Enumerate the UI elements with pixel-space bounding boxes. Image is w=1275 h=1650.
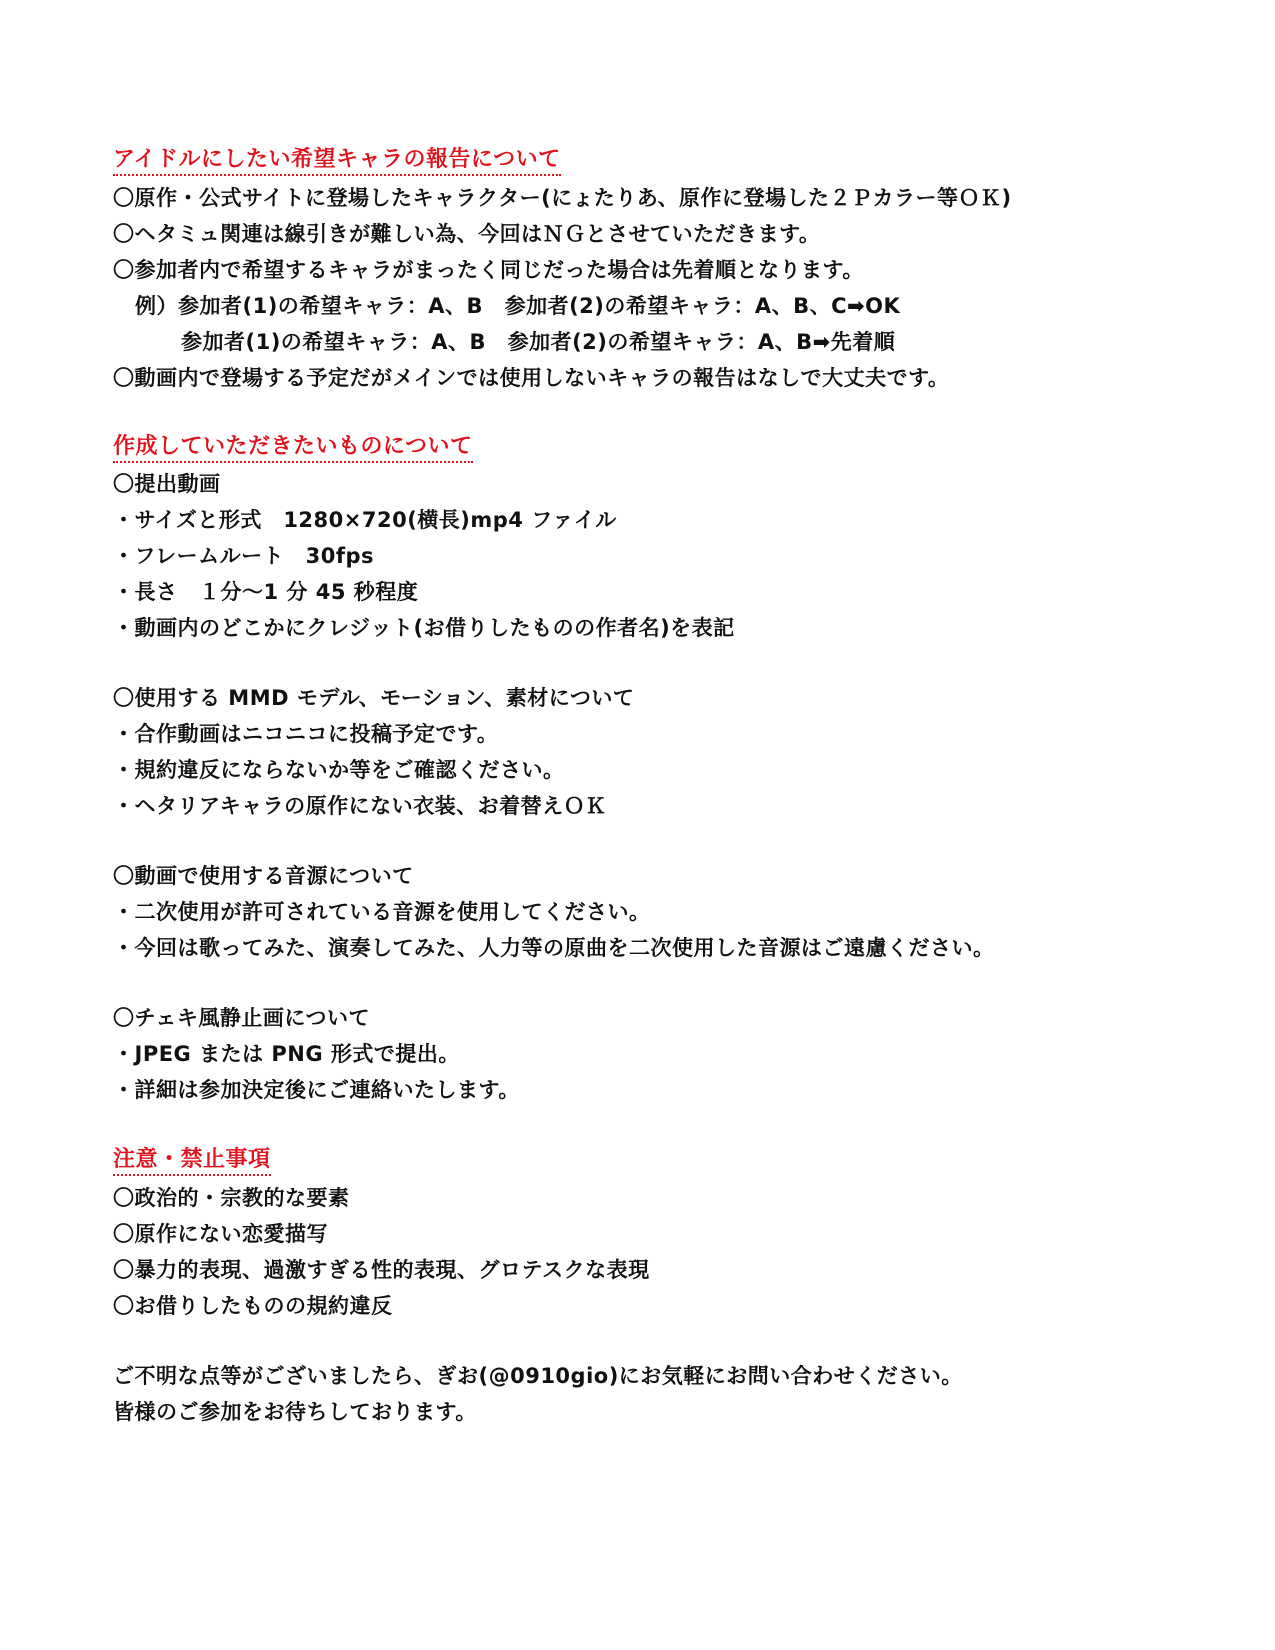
list-item: ・JPEG または PNG 形式で提出。 [113, 1042, 460, 1066]
list-item: ・サイズと形式 1280×720(横長)mp4 ファイル [113, 508, 617, 532]
list-item: 〇暴力的表現、過激すぎる性的表現、グロテスクな表現 [113, 1258, 650, 1282]
subsection-title-models: 〇使用する MMD モデル、モーション、素材について [113, 686, 635, 710]
list-item: 〇お借りしたものの規約違反 [113, 1294, 393, 1318]
example-line: 参加者(1)の希望キャラ：A、B 参加者(2)の希望キャラ：A、B➡先着順 [181, 330, 896, 354]
closing-greeting-text: 皆様のご参加をお待ちしております。 [113, 1400, 477, 1424]
list-item: 〇政治的・宗教的な要素 [113, 1186, 350, 1210]
example-line: 例）参加者(1)の希望キャラ：A、B 参加者(2)の希望キャラ：A、B、C➡OK [135, 294, 901, 318]
section-heading-deliverables: 作成していただきたいものについて [113, 433, 473, 463]
list-item: ・規約違反にならないか等をご確認ください。 [113, 758, 565, 782]
list-item: ・今回は歌ってみた、演奏してみた、人力等の原曲を二次使用した音源はご遠慮ください。 [113, 936, 995, 960]
list-item: 〇動画内で登場する予定だがメインでは使用しないキャラの報告はなしで大丈夫です。 [113, 366, 950, 390]
section-heading-prohibitions: 注意・禁止事項 [113, 1146, 271, 1176]
closing-contact-text: ご不明な点等がございましたら、ぎお(@0910gio)にお気軽にお問い合わせください。 [113, 1364, 963, 1388]
list-item: ・合作動画はニコニコに投稿予定です。 [113, 722, 499, 746]
list-item: ・長さ １分～1 分 45 秒程度 [113, 580, 419, 604]
list-item: 〇原作にない恋愛描写 [113, 1222, 328, 1246]
list-item: 〇ヘタミュ関連は線引きが難しい為、今回はＮＧとさせていただきます。 [113, 222, 821, 246]
subsection-title-audio: 〇動画で使用する音源について [113, 864, 414, 888]
list-item: ・動画内のどこかにクレジット(お借りしたものの作者名)を表記 [113, 616, 735, 640]
list-item: ・詳細は参加決定後にご連絡いたします。 [113, 1078, 520, 1102]
list-item: ・ヘタリアキャラの原作にない衣装、お着替えＯＫ [113, 794, 607, 818]
section-heading-character-report: アイドルにしたい希望キャラの報告について [113, 146, 561, 176]
subsection-title-video: 〇提出動画 [113, 472, 221, 496]
list-item: 〇参加者内で希望するキャラがまったく同じだった場合は先着順となります。 [113, 258, 864, 282]
list-item: ・二次使用が許可されている音源を使用してください。 [113, 900, 651, 924]
list-item: 〇原作・公式サイトに登場したキャラクター(にょたりあ、原作に登場した２Ｐカラー等ＯＫ) [113, 186, 1012, 210]
subsection-title-cheki: 〇チェキ風静止画について [113, 1006, 370, 1030]
list-item: ・フレームルート 30fps [113, 544, 375, 568]
